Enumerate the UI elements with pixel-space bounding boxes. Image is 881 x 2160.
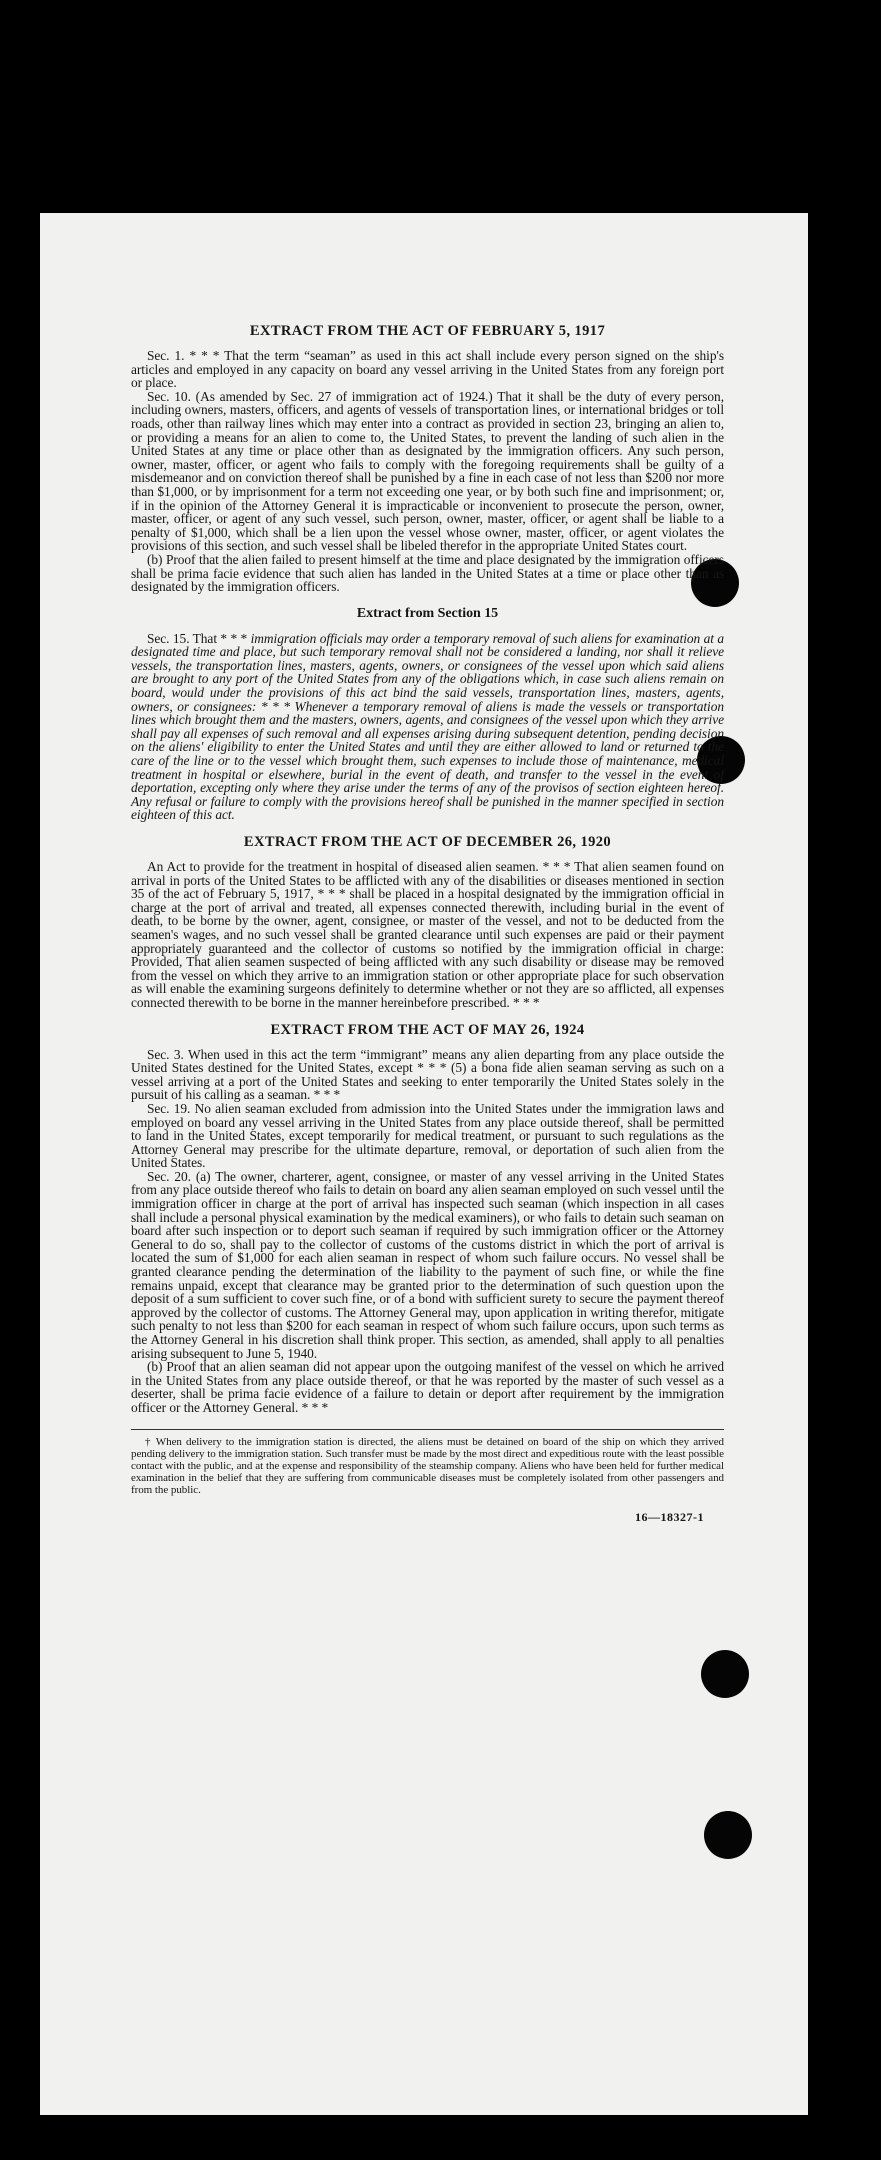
- form-number: 16—18327-1: [635, 1509, 704, 1524]
- footnote: † When delivery to the immigration station is directed, the aliens must be detained on board of the ship on which they arrived pending delivery to the immigration station. Such transfer must be made by the most direct and expeditious route with the least possible contact with the public, and at the expense and responsibility of the steamship company. Aliens who have been held for further medical examination in the belief that they are suffering from communicable diseases must be completely isolated from other passengers and from the public.: [131, 1435, 724, 1497]
- heading-act-1920: EXTRACT FROM THE ACT OF DECEMBER 26, 1920: [243, 834, 612, 850]
- heading-act-1917: EXTRACT FROM THE ACT OF FEBRUARY 5, 1917: [249, 323, 606, 339]
- section-10b-paragraph: (b) Proof that the alien failed to present himself at the time and place designated by the immigration officers shall be prima facie evidence that such alien has landed in the United States at a time or place other than as designated by the immigration officers.: [131, 551, 724, 595]
- section-15-lead: Sec. 15. That * * *: [147, 630, 251, 646]
- section-15-paragraph: [131, 632, 724, 822]
- section-1-paragraph: Sec. 1. * * * That the term “seaman” as used in this act shall include every person signed on the ship's articles and employed in any capacity on board any vessel arriving in the United States from any foreign port or place.: [131, 348, 724, 391]
- section-15-body: immigration officials may order a temporary removal of such aliens for examination at a designated time and place, but such temporary removal shall not be considered a landing, nor shall it relieve vessels, the transportation lines, masters, agents, owners, or consignees of the vessel upon which said aliens are brought to any port of the United States from any of the obligations which, in case such aliens remain on board, would under the provisions of this act bind the said vessels, transportation lines, masters, agents, owners, or consignees: * * * Whenever a temporary removal of aliens is made the vessels or transportation lines which brought them and the masters, owners, agents, and consignees of the vessel upon which they arrive shall pay all expenses of such removal and all expenses arising during subsequent detention, pending decision on the aliens' eligibility to enter the United States and until they are either allowed to land or returned to the care of the line or to the vessel which brought them, such expenses to include those of maintenance, medical treatment in hospital or elsewhere, burial in the event of death, and transfer to the vessel in the event of deportation, excepting only where they arise under the terms of any of the provisos of section eighteen hereof. Any refusal or failure to comply with the provisions hereof shall be punished in the manner specified in section eighteen of this act.: [131, 630, 725, 823]
- punch-hole-3: [701, 1650, 749, 1698]
- footnote-divider: [131, 1429, 724, 1430]
- document-page: [40, 213, 808, 2115]
- subheading-section-15: Extract from Section 15: [356, 605, 499, 621]
- section-3-paragraph: Sec. 3. When used in this act the term “immigrant” means any alien departing from any place outside the United States destined for the United States, except * * * (5) a bona fide alien seaman serving as such on a vessel arriving at a port of the United States and seeking to enter temporarily the United States solely in the pursuit of his calling as a seaman. * * *: [131, 1046, 724, 1103]
- heading-act-1924: EXTRACT FROM THE ACT OF MAY 26, 1924: [270, 1021, 585, 1038]
- document-text: [131, 323, 724, 1524]
- punch-hole-4: [704, 1811, 752, 1859]
- section-20b-paragraph: (b) Proof that an alien seaman did not appear upon the outgoing manifest of the vessel on which he arrived in the United States from any place outside thereof, or that he was reported by the master of such vessel as a deserter, shall be prima facie evidence of a failure to detain or deport after requirement by the immigration officer or the Attorney General. * * *: [131, 1359, 724, 1415]
- section-10-paragraph: Sec. 10. (As amended by Sec. 27 of immigration act of 1924.) That it shall be the duty of every person, including owners, masters, officers, and agents of vessels of transportation lines, or international bridges or toll roads, other than railway lines which may enter into a contract as provided in section 23, bringing an alien to, or providing a means for an alien to come to, the United States, to prevent the landing of such alien in the United States at any time or place other than as designated by the immigration officers. Any such person, owner, master, officer, or agent who fails to comply with the foregoing requirements shall be guilty of a misdemeanor and on conviction thereof shall be punished by a fine in each case of not less than $200 nor more than $1,000, or by imprisonment for a term not exceeding one year, or by both such fine and imprisonment; or, if in the opinion of the Attorney General it is impracticable or inconvenient to prosecute the person, owner, master, officer, or agent of any such vessel, such person, owner, master, officer, or agent shall be liable to a penalty of $1,000, which shall be a lien upon the vessel whose owner, master, officer, or agent violates the provisions of this section, and such vessel shall be libeled therefor in the appropriate United States court.: [131, 388, 724, 554]
- section-19-paragraph: Sec. 19. No alien seaman excluded from admission into the United States under the immigration laws and employed on board any vessel arriving in the United States from any place outside thereof, shall be permitted to land in the United States, except temporarily for medical treatment, or pursuant to such regulations as the Attorney General may prescribe for the ultimate departure, removal, or deportation of such alien from the United States.: [131, 1100, 724, 1171]
- act-1920-paragraph: An Act to provide for the treatment in hospital of diseased alien seamen. * * * That alien seamen found on arrival in ports of the United States to be afflicted with any of the disabilities or diseases mentioned in section 35 of the act of February 5, 1917, * * * shall be placed in a hospital designated by the immigration official in charge at the port of arrival and treated, all expenses connected therewith, including burial in the event of death, to be borne by the owner, agent, consignee, or master of the vessel, and not to be deducted from the seamen's wages, and no such vessel shall be granted clearance until such expenses are paid or their payment appropriately guaranteed and the collector of customs so notified by the immigration official in charge: Provided, That alien seamen suspected of being afflicted with any such disability or disease may be removed from the vessel on which they arrive to an immigration station or other appropriate place for such observation as will enable the examining surgeons definitely to determine whether or not they are so afflicted, all expenses connected therewith to be borne in the manner hereinbefore prescribed. * * *: [131, 859, 724, 1010]
- section-20a-paragraph: Sec. 20. (a) The owner, charterer, agent, consignee, or master of any vessel arriving in the United States from any place outside thereof who fails to detain on board any alien seaman employed on such vessel until the immigration officer in charge at the port of arrival has inspected such seaman (which inspection in all cases shall include a personal physical examination by the medical examiners), or who fails to detain such seaman on board after such inspection or to deport such seaman if required by such immigration officer or the Attorney General to do so, shall pay to the collector of customs of the customs district in which the port of arrival is located the sum of $1,000 for each alien seaman in respect of whom such failure occurs. No vessel shall be granted clearance pending the determination of the liability to the payment of such fine, or while the fine remains unpaid, except that clearance may be granted prior to the determination of such question upon the deposit of a sum sufficient to cover such fine, or of a bond with sufficient surety to secure the payment thereof approved by the collector of customs. The Attorney General may, upon application in writing therefor, mitigate such penalty to not less than $200 for each seaman in respect of whom such failure occurs, upon such terms as the Attorney General in his discretion shall think proper. This section, as amended, shall apply to all penalties arising subsequent to June 5, 1940.: [131, 1168, 724, 1361]
